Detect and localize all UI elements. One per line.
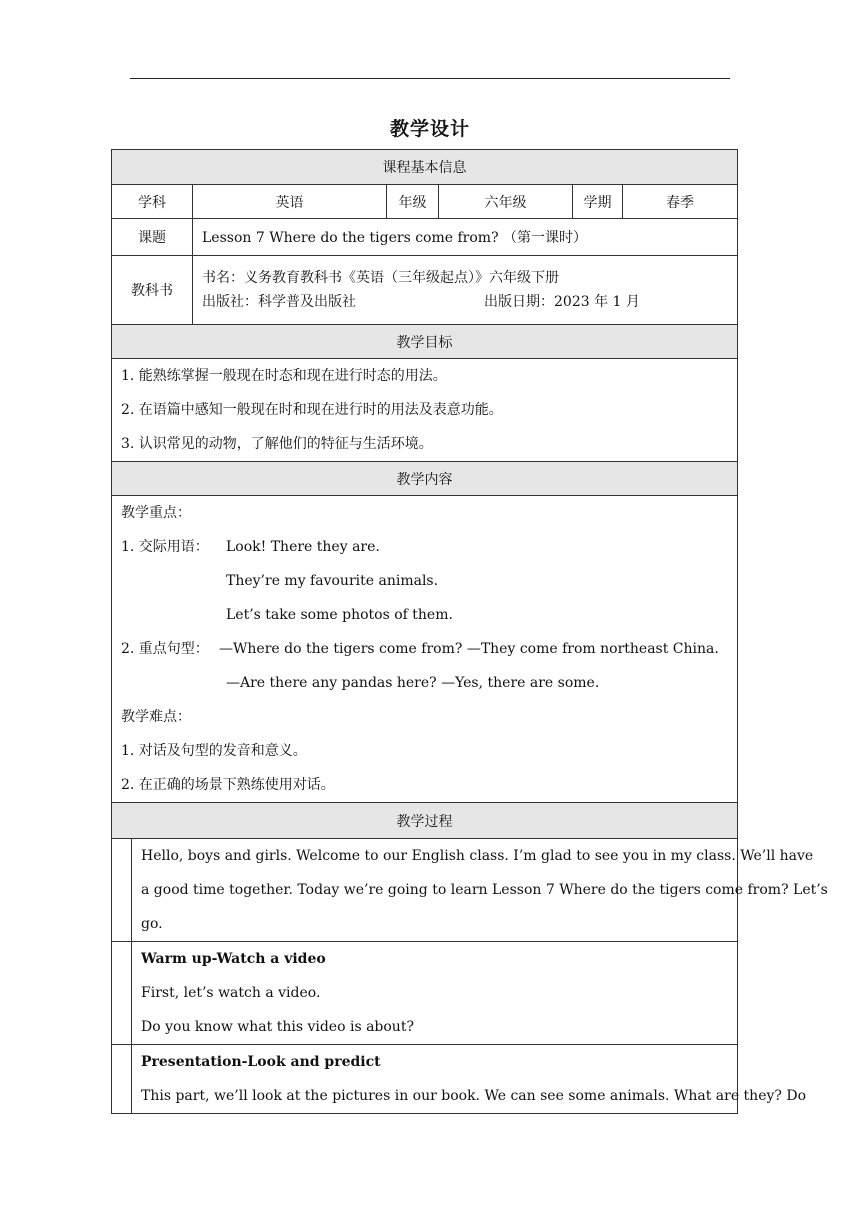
presentation-title: Presentation-Look and predict bbox=[141, 1054, 381, 1070]
difficult-item: 2. 在正确的场景下熟练使用对话。 bbox=[121, 777, 335, 793]
objectives-header: 教学目标 bbox=[112, 325, 738, 359]
difficult-points-label: 教学难点： bbox=[121, 709, 191, 725]
intro-line: go. bbox=[141, 916, 163, 932]
key-point-2-cont bbox=[121, 666, 737, 700]
book-name: 书名：义务教育教科书《英语（三年级起点）》六年级下册 bbox=[202, 270, 559, 286]
key-point-2 bbox=[121, 632, 737, 666]
difficult-item: 1. 对话及句型的发音和意义。 bbox=[121, 743, 307, 759]
publisher: 出版社：科学普及出版社 bbox=[202, 294, 356, 310]
subject-label: 学科 bbox=[112, 185, 193, 219]
topic-label: 课题 bbox=[112, 219, 193, 256]
warmup-line: First, let’s watch a video. bbox=[141, 985, 321, 1001]
process-warmup bbox=[132, 942, 738, 1045]
warmup-title: Warm up-Watch a video bbox=[141, 951, 326, 967]
process-presentation bbox=[132, 1045, 806, 1114]
key-points-label: 教学重点： bbox=[121, 505, 191, 521]
warmup-line: Do you know what this video is about? bbox=[141, 1019, 414, 1035]
grade-value: 六年级 bbox=[439, 185, 573, 219]
publish-date: 出版日期：2023 年 1 月 bbox=[484, 294, 640, 310]
process-intro bbox=[132, 839, 828, 942]
key-point-1-cont bbox=[121, 598, 737, 632]
key-sentence: —Where do the tigers come from? —They come from northeast China. bbox=[219, 641, 719, 657]
topic-value: Lesson 7 Where do the tigers come from? （第一课时） bbox=[193, 219, 738, 256]
key-sentence: —Are there any pandas here? —Yes, there are some. bbox=[226, 675, 600, 691]
objective-item: 3. 认识常见的动物，了解他们的特征与生活环境。 bbox=[121, 436, 433, 452]
grade-label: 年级 bbox=[387, 185, 439, 219]
publisher-line bbox=[202, 290, 737, 314]
process-gutter bbox=[112, 942, 132, 1045]
key-phrase: Look! There they are. bbox=[226, 539, 380, 555]
process-header: 教学过程 bbox=[112, 803, 738, 839]
process-gutter bbox=[112, 839, 132, 942]
presentation-line: This part, we’ll look at the pictures in our book. We can see some animals. What are they? Do bbox=[141, 1088, 806, 1104]
key-point-2-prefix: 2. 重点句型： bbox=[121, 641, 209, 657]
lesson-plan-table bbox=[111, 149, 828, 1114]
objectives-body bbox=[112, 359, 738, 462]
subject-value: 英语 bbox=[193, 185, 387, 219]
process-gutter bbox=[112, 1045, 132, 1114]
textbook-info bbox=[193, 256, 738, 325]
intro-line: a good time together. Today we’re going to learn Lesson 7 Where do the tigers come from? Let’s bbox=[141, 882, 828, 898]
key-phrase: They’re my favourite animals. bbox=[226, 573, 439, 589]
term-label: 学期 bbox=[573, 185, 623, 219]
content-header: 教学内容 bbox=[112, 462, 738, 496]
textbook-label: 教科书 bbox=[112, 256, 193, 325]
document-title: 教学设计 bbox=[389, 118, 470, 140]
objective-item: 1. 能熟练掌握一般现在时态和现在进行时态的用法。 bbox=[121, 368, 447, 384]
objective-item: 2. 在语篇中感知一般现在时和现在进行时的用法及表意功能。 bbox=[121, 402, 503, 418]
key-point-1-prefix: 1. 交际用语： bbox=[121, 539, 209, 555]
content-body bbox=[112, 496, 738, 803]
key-phrase: Let’s take some photos of them. bbox=[226, 607, 453, 623]
intro-line: Hello, boys and girls. Welcome to our English class. I’m glad to see you in my class. We’ll have bbox=[141, 848, 814, 864]
key-point-1 bbox=[121, 530, 737, 564]
term-value: 春季 bbox=[623, 185, 738, 219]
key-point-1-cont bbox=[121, 564, 737, 598]
header-rule bbox=[130, 78, 730, 79]
basic-info-header: 课程基本信息 bbox=[112, 150, 738, 185]
